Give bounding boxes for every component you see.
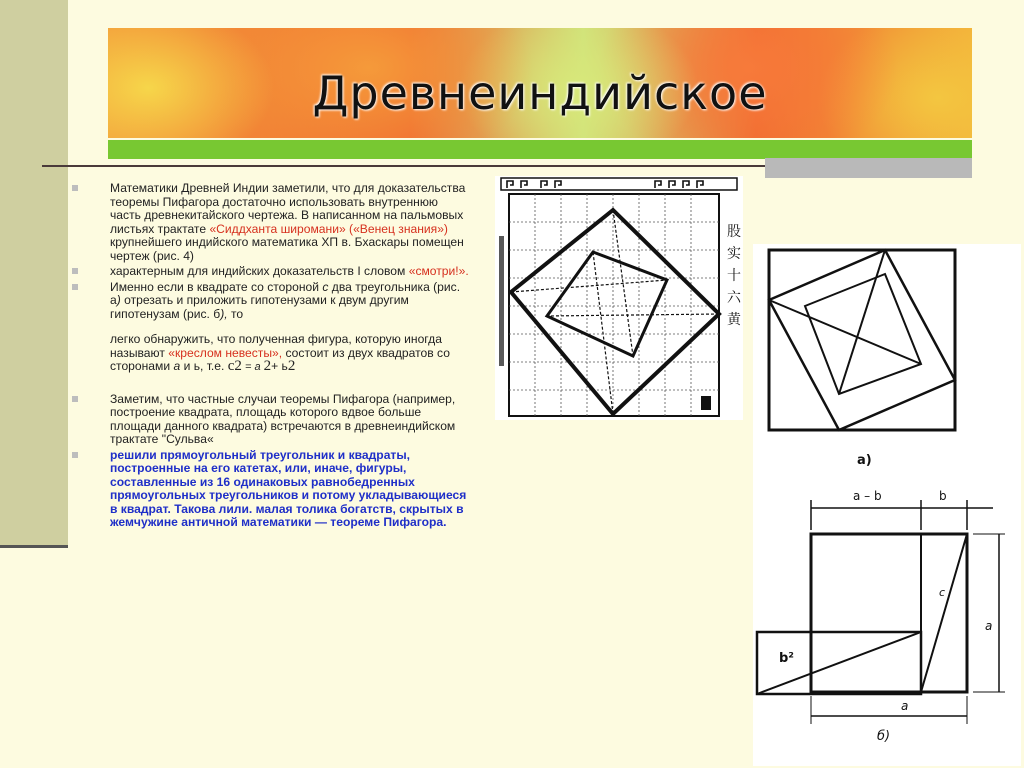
figure-a-label: а): [857, 453, 872, 468]
left-decor-rule: [0, 545, 68, 548]
ancient-chinese-diagram: [495, 176, 743, 420]
bhaskara-proof-figures: [753, 244, 1021, 766]
svg-text:实: 实: [727, 246, 741, 262]
dim-a-bottom: a: [901, 699, 909, 713]
header-divider: [42, 165, 765, 167]
bullet-square-icon: [72, 284, 78, 290]
paragraph-1: Математики Древней Индии заметили, что для доказательства теоремы Пифагора достаточно использовать внутреннюю часть древнекитайского чертежа. В написанном на пальмовых листьях трактате «Сиддханта широмани» («Венец знания») крупнейшего индийского математика ХП в. Бхаскары помещен чертеж (рис. 4): [70, 182, 470, 263]
vertical-glyph-1: 股: [727, 224, 741, 240]
paragraph-4: Заметим, что частные случаи теоремы Пифагора (например, построение квадрата, площадь которого вдвое больше площади данного квадрата) встречаются в древнеиндийском трактате "Сульва«: [70, 393, 470, 447]
paragraph-3: Именно если в квадрате со стороной с два треугольника (рис. а) отрезать и приложить гипотенузами к двум другим гипотенузам (рис. б), то: [70, 281, 470, 322]
bullet-square-icon: [72, 185, 78, 191]
svg-text:黄: 黄: [727, 312, 741, 328]
paragraph-5: решили прямоугольный треугольник и квадраты, построенные на его катетах, или, иначе, фигуры, составленные из 16 одинаковых равнобедренных прямоугольных треугольников и потому укладывающиеся в квадрат. Такова лили. малая толика богатств, скрытых в жемчужине античной математики — теореме Пифагора.: [70, 449, 470, 530]
look-word-highlight: «смотри!».: [408, 264, 469, 278]
bullet-square-icon: [72, 268, 78, 274]
svg-text:六: 六: [727, 290, 741, 306]
dim-a-side: a: [985, 619, 993, 633]
svg-text:十: 十: [727, 268, 741, 284]
bride-chair-highlight: «креслом невесты»,: [168, 345, 283, 360]
title-underline-bar: [108, 140, 972, 159]
left-decor-strip: [0, 0, 68, 548]
header-divider-grey: [765, 158, 972, 178]
dim-a-minus-b: a – b: [853, 489, 882, 503]
figure-b-label: б): [877, 729, 891, 744]
formula: с2: [227, 358, 242, 374]
bullet-square-icon: [72, 396, 78, 402]
dim-b: b: [939, 489, 947, 503]
paragraph-3-continued: легко обнаружить, что полученная фигура, которую иногда называют «креслом невесты», состоит из двух квадратов со сторонами а и ь, т.е. с2 = а 2+ ь2: [110, 332, 450, 374]
slide-title: Древнеиндийское: [312, 66, 768, 120]
paragraph-2: характерным для индийских доказательств I словом «смотри!».: [70, 265, 470, 279]
text-column: [70, 182, 470, 530]
dim-c: c: [939, 586, 946, 599]
treatise-title-highlight: «Сиддханта широмани» («Венец знания»): [209, 221, 448, 236]
bullet-square-icon: [72, 452, 78, 458]
title-banner: [108, 28, 972, 138]
dim-b-squared: b²: [779, 651, 794, 666]
